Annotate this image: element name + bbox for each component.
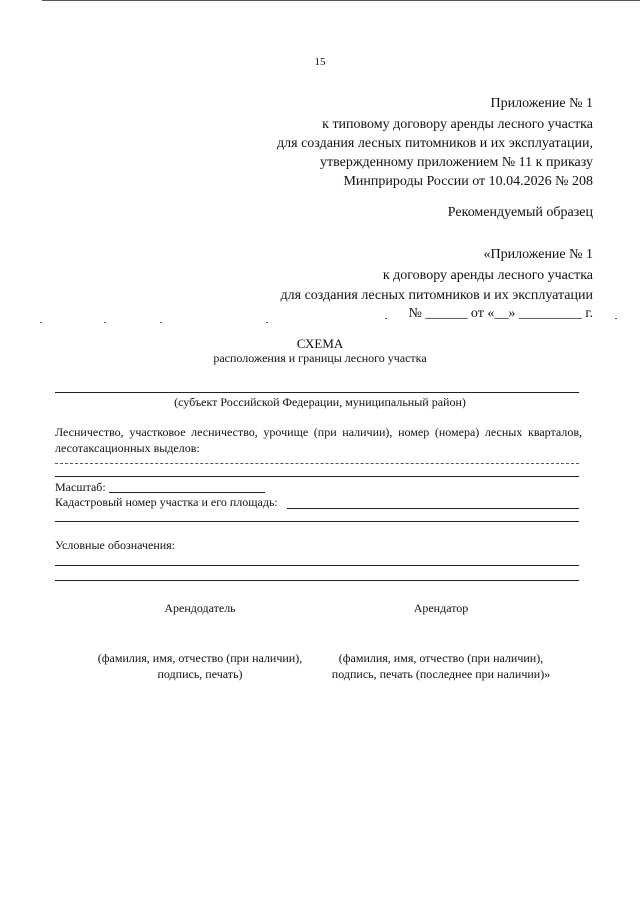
legend-field-line-1 [55, 565, 579, 566]
cadastral-field-line [287, 508, 579, 509]
scan-speck [40, 322, 42, 323]
contract-header-line-3: для создания лесных питомников и их эксплуатации [280, 288, 593, 303]
subject-caption: (субъект Российской Федерации, муниципальный район) [174, 395, 466, 409]
scale-label: Масштаб: [55, 480, 106, 494]
subject-field-line [55, 392, 579, 393]
scan-speck [104, 322, 106, 323]
appendix-header-line-2: к типовому договору аренды лесного участка [322, 117, 593, 132]
sample-note: Рекомендуемый образец [447, 205, 593, 220]
appendix-header-line-5: Минприроды России от 10.04.2026 № 208 [343, 174, 593, 189]
cadastral-field-line-2 [55, 521, 579, 522]
scan-speck [160, 322, 162, 323]
legend-label: Условные обозначения: [55, 538, 176, 552]
forestry-field-line-1 [55, 463, 579, 465]
appendix-header-line-3: для создания лесных питомников и их эксплуатации, [277, 136, 593, 151]
lessor-caption: (фамилия, имя, отчество (при наличии), подпись, печать) [97, 651, 303, 681]
lessor-title: Арендодатель [164, 601, 236, 615]
lessee-title: Арендатор [413, 601, 469, 615]
scan-speck [385, 318, 387, 319]
forestry-paragraph: Лесничество, участковое лесничество, урочище (при наличии), номер (номера) лесных кварталов, лесотаксационных выделов: [55, 425, 582, 455]
cadastral-label: Кадастровый номер участка и его площадь: [55, 495, 278, 509]
contract-header-line-1: «Приложение № 1 [483, 247, 593, 262]
document-title: СХЕМА [296, 336, 344, 351]
appendix-header-line-4: утвержденному приложением № 11 к приказу [320, 155, 593, 170]
page-number: 15 [314, 56, 326, 68]
scale-field-line [109, 492, 265, 493]
contract-header-line-2: к договору аренды лесного участка [382, 268, 593, 283]
document-subtitle: расположения и границы лесного участка [213, 351, 427, 365]
scan-speck [266, 322, 268, 323]
scan-edge-line [42, 0, 640, 1]
forestry-field-line-2 [55, 476, 579, 477]
lessee-caption: (фамилия, имя, отчество (при наличии), подпись, печать (последнее при наличии)» [331, 651, 551, 681]
scan-speck [615, 318, 617, 319]
appendix-header-line-1: Приложение № 1 [490, 96, 593, 111]
legend-field-line-2 [55, 580, 579, 581]
contract-header-line-4: № ______ от «__» _________ г. [408, 306, 593, 321]
